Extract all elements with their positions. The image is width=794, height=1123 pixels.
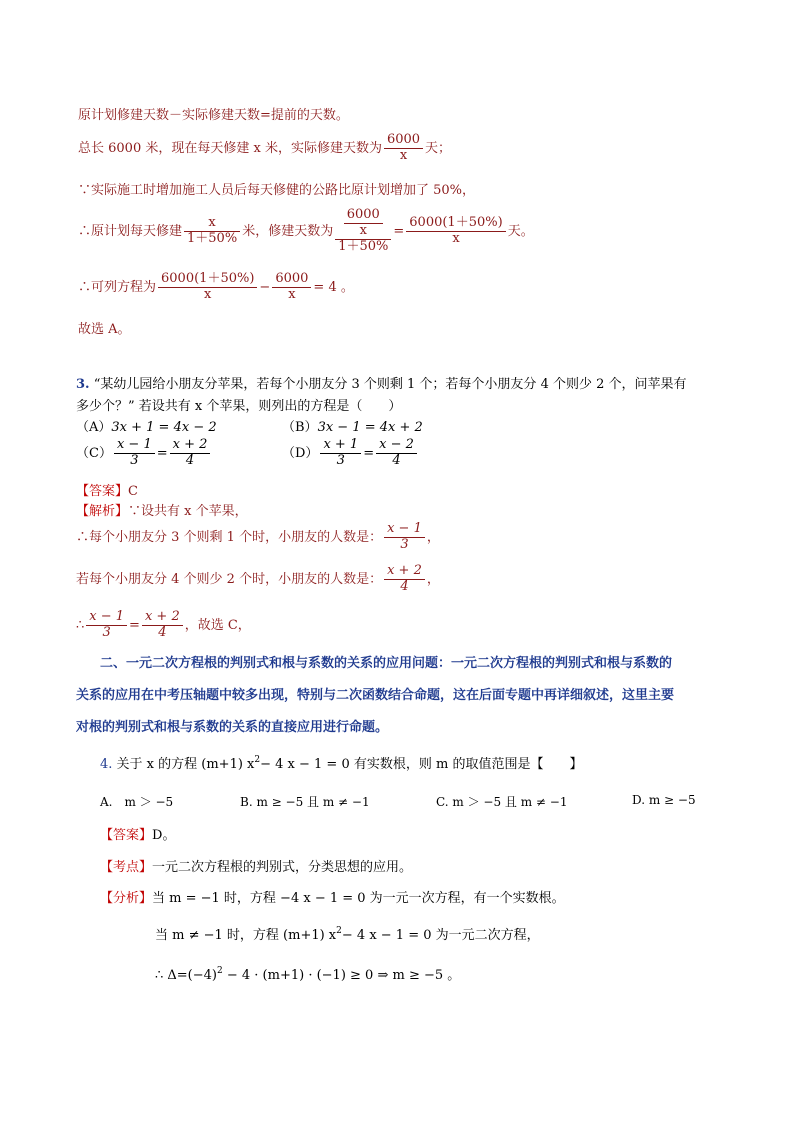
option-d — [282, 438, 419, 469]
solution-line-6: 故选 A。 — [78, 322, 131, 337]
section-2-line-2: 关系的应用在中考压轴题中较多出现，特别与二次函数结合命题，这在后面专题中再详细叙述，这里主要 — [76, 688, 675, 703]
analysis-text: ∴每个小朋友分 3 个则剩 1 个时，小朋友的人数是： — [76, 529, 383, 545]
denominator: 4 — [400, 578, 409, 594]
q4-point-line — [100, 856, 412, 875]
point-tag: 【考点】 — [100, 860, 153, 875]
numerator: x + 2 — [170, 438, 211, 454]
analysis-line-3 — [76, 564, 440, 595]
analysis-text: 若每个小朋友分 4 个则少 2 个时，小朋友的人数是： — [76, 571, 383, 587]
analysis-line-2 — [76, 522, 440, 553]
answer-line — [76, 480, 138, 499]
equals: = — [129, 617, 140, 633]
option-label: （B） — [282, 420, 318, 435]
analysis-text: 当 m ≠ −1 时，方程 (m+1) x — [155, 928, 337, 943]
numerator: x + 2 — [384, 564, 425, 580]
solution-line-3: ∵实际施工时增加施工人员后每天修健的公路比原计划增加了 50%， — [78, 183, 476, 198]
denominator: 4 — [392, 452, 401, 468]
question-4-stem — [100, 753, 582, 772]
analysis-text: − 4 x − 1 = 0 为一元二次方程， — [341, 928, 540, 943]
answer-tag: 【答案】 — [76, 484, 129, 499]
minus: − — [259, 279, 271, 295]
question-number: 4. — [100, 757, 113, 772]
fraction — [272, 272, 311, 303]
solution-line-4 — [78, 208, 534, 255]
complex-fraction — [335, 208, 391, 255]
analysis-text: ∵设共有 x 个苹果， — [128, 504, 248, 519]
answer-tag: 【答案】 — [100, 828, 153, 843]
denominator: 3 — [400, 536, 409, 552]
fraction — [158, 272, 257, 303]
denominator: x — [288, 286, 296, 302]
numerator: 6000 — [272, 272, 311, 288]
denominator: x — [399, 147, 408, 163]
q4-option-b: B. m ≥ −5 且 m ≠ −1 — [240, 795, 370, 809]
numerator: 6000 — [384, 133, 423, 149]
section-2-line-3: 对根的判别式和根与系数的关系的直接应用进行命题。 — [76, 720, 389, 735]
fraction — [114, 438, 155, 469]
solution-line-1: 原计划修建天数－实际修建天数=提前的天数。 — [78, 108, 349, 123]
denominator: 3 — [336, 452, 345, 468]
denominator: x — [204, 286, 212, 302]
analysis-line-1 — [76, 500, 248, 519]
answer-value: C — [128, 484, 138, 499]
question-text: 关于 x 的方程 (m+1) x — [116, 757, 255, 772]
q4-analysis-line-2 — [155, 924, 540, 943]
equals: = — [363, 445, 375, 461]
text: ， — [426, 529, 440, 545]
text: ∴ — [76, 617, 85, 633]
denominator: 1＋50% — [338, 238, 389, 254]
fraction — [406, 216, 505, 247]
analysis-line-4 — [76, 610, 251, 641]
text: 总长 6000 米，现在每天修建 x 米，实际修建天数为 — [78, 140, 382, 156]
numerator: x − 1 — [384, 522, 425, 538]
denominator: x — [452, 230, 460, 246]
q4-analysis-line-3 — [155, 964, 460, 983]
fraction — [320, 438, 361, 469]
point-text: 一元二次方程根的判别式，分类思想的应用。 — [152, 860, 413, 875]
option-label: （D） — [282, 445, 319, 461]
equals: = — [156, 445, 168, 461]
denominator: 4 — [185, 452, 195, 468]
section-2-line-1: 二、一元二次方程根的判别式和根与系数的关系的应用问题：一元二次方程根的判别式和根与系数的 — [100, 656, 673, 671]
fraction — [376, 438, 417, 469]
fraction — [384, 522, 425, 553]
equals: = — [393, 223, 405, 239]
fraction — [170, 438, 211, 469]
option-c — [76, 438, 212, 469]
text: 天； — [425, 140, 452, 156]
question-text: “某幼儿园给小朋友分苹果，若每个小朋友分 3 个则剩 1 个；若每个小朋友分 4 个则少 2 个，问苹果有 — [93, 377, 687, 392]
numerator: x — [184, 216, 240, 232]
analysis-text: 当 m = −1 时，方程 −4 x − 1 = 0 为一元一次方程，有一个实数根。 — [152, 891, 565, 906]
analysis-tag: 【分析】 — [100, 891, 153, 906]
denominator: 1＋50% — [187, 230, 238, 246]
q4-option-d: D. m ≥ −5 — [632, 793, 696, 807]
option-text: 3x + 1 = 4x − 2 — [111, 420, 217, 435]
denominator: 3 — [130, 452, 139, 468]
numerator: x + 2 — [142, 610, 183, 626]
question-3-line-1 — [76, 373, 687, 392]
numerator: x − 2 — [376, 438, 417, 454]
text: ∴可列方程为 — [78, 279, 157, 295]
exponent: 2 — [217, 966, 223, 976]
text: 天。 — [507, 223, 534, 239]
numerator: 6000(1＋50%) — [158, 272, 257, 288]
option-label: （A） — [76, 420, 112, 435]
q4-answer-line — [100, 824, 175, 843]
q4-analysis-line-1 — [100, 887, 565, 906]
denominator: 4 — [158, 624, 167, 640]
fraction — [384, 133, 423, 164]
q4-option-a: A. m ＞ −5 — [100, 795, 174, 809]
numerator: 6000 — [344, 208, 383, 224]
numerator: x − 1 — [114, 438, 155, 454]
fraction — [184, 216, 240, 247]
option-a — [76, 416, 217, 435]
analysis-text: ∴ Δ=(−4) — [155, 968, 217, 983]
option-label: （C） — [76, 445, 112, 461]
exponent: 2 — [336, 926, 342, 936]
inner-fraction — [344, 208, 383, 239]
question-text: − 4 x − 1 = 0 有实数根，则 m 的取值范围是【 】 — [260, 757, 583, 772]
option-text: 3x − 1 = 4x + 2 — [317, 420, 423, 435]
numerator: x − 1 — [86, 610, 127, 626]
solution-line-2 — [78, 133, 451, 164]
fraction — [142, 610, 183, 641]
answer-value: D。 — [152, 828, 176, 843]
exponent: 2 — [254, 755, 261, 765]
numerator: 6000(1＋50%) — [406, 216, 505, 232]
numerator — [335, 208, 391, 240]
question-3-line-2: 多少个？” 若设共有 x 个苹果，则列出的方程是（ ） — [76, 399, 402, 414]
numerator: x + 1 — [320, 438, 361, 454]
denominator: 3 — [102, 624, 111, 640]
solution-line-5 — [78, 272, 354, 303]
text: ，故选 C， — [184, 617, 251, 633]
fraction — [86, 610, 127, 641]
text: 米，修建天数为 — [242, 223, 334, 239]
text: ∴原计划每天修建 — [78, 223, 183, 239]
question-number: 3. — [76, 377, 90, 392]
fraction — [384, 564, 425, 595]
text: = 4 。 — [313, 279, 354, 295]
text: ， — [426, 571, 440, 587]
denominator: x — [359, 222, 367, 238]
option-b — [282, 416, 423, 435]
q4-option-c: C. m ＞ −5 且 m ≠ −1 — [436, 795, 568, 809]
analysis-text: − 4 · (m+1) · (−1) ≥ 0 ⇒ m ≥ −5 。 — [222, 968, 461, 983]
analysis-tag: 【解析】 — [76, 504, 129, 519]
